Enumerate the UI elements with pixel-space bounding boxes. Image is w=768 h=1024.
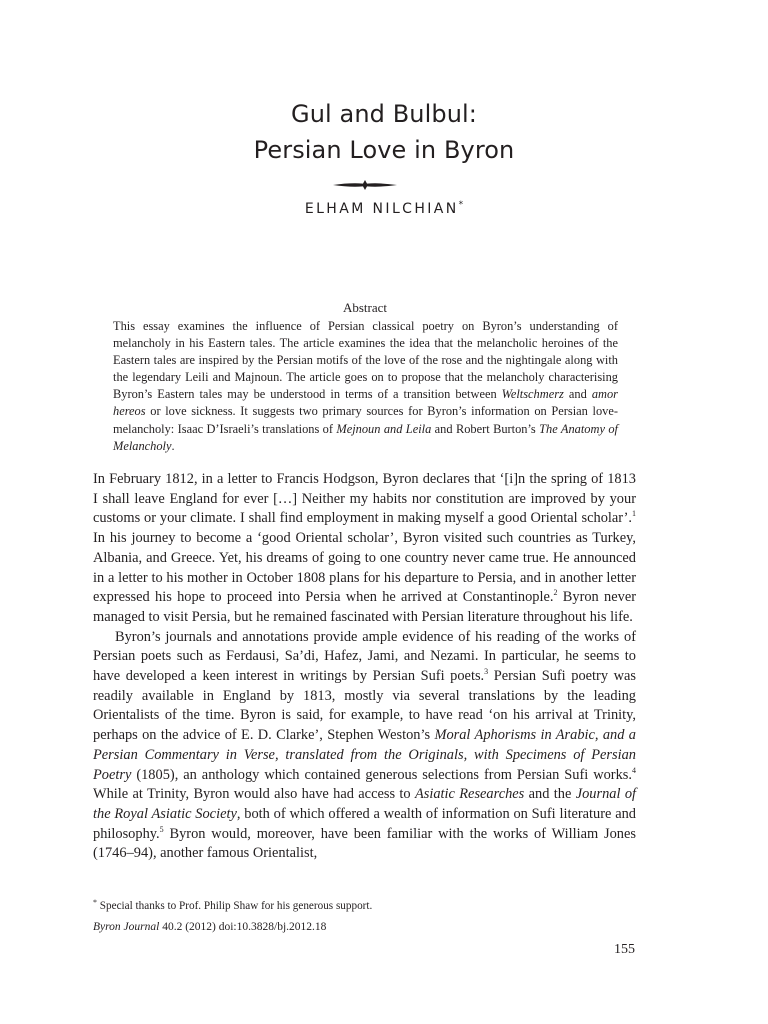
endnote-marker: 3	[484, 667, 489, 677]
abstract-text-part: or love sickness. It suggests two primary sources for Byron’s information on Persian love-melancholy: Isaac D’Israeli’s translations of	[113, 404, 618, 436]
journal-name: Byron Journal	[93, 921, 160, 933]
body-text: , both of which offered a wealth of information on Sufi literature and philosophy.	[93, 805, 636, 842]
journal-citation	[93, 920, 636, 934]
footnote-marker: *	[93, 898, 97, 907]
article-title-line-2: Persian Love in Byron	[253, 136, 515, 164]
body-text: Persian Sufi poetry was readily available in England by 1813, mostly via several translations by the leading Orientalists of the time. Byron is said, for example, to have read ‘on his arrival at Trinity, perhaps on the advice of E. D. Clarke’, Stephen Weston’s	[93, 668, 636, 744]
article-body	[93, 470, 636, 864]
body-paragraph-2	[93, 628, 636, 864]
abstract-italic-title: Mejnoun and Leila	[336, 421, 432, 436]
abstract-text-part: and Robert Burton’s	[431, 421, 540, 436]
title-footnote	[93, 896, 636, 913]
body-text: In February 1812, in a letter to Francis Hodgson, Byron declares that ‘[i]n the spring of 1813 I shall leave England for ever […] Neither my habits nor constitution are improved by your customs or your climate. I shall find employment in making myself a good Oriental scholar’.	[93, 471, 636, 527]
endnote-marker: 1	[632, 509, 636, 519]
body-text: and the	[524, 786, 576, 803]
body-text: Byron never managed to visit Persia, but he remained fascinated with Persian literature throughout his life.	[93, 589, 636, 625]
abstract-italic-term: amor hereos	[113, 387, 618, 419]
abstract-text-part: and	[563, 387, 592, 402]
endnote-marker: 2	[553, 588, 558, 598]
body-paragraph-1	[93, 470, 636, 628]
body-text: While at Trinity, Byron would also have had access to	[93, 786, 415, 803]
body-italic-title: Moral Aphorisms in Arabic, and a Persian Commentary in Verse, translated from the Originals, with Specimens of Persian Poetry	[93, 727, 636, 783]
author-footnote-marker: *	[458, 200, 464, 210]
abstract-text	[113, 318, 618, 455]
abstract-italic-term: Weltschmerz	[501, 387, 564, 402]
body-text: Byron would, moreover, have been familiar with the works of William Jones (1746–94), another famous Orientalist,	[93, 825, 636, 862]
body-italic-title: Journal of the Royal Asiatic Society	[93, 786, 637, 822]
article-title-line-1: Gul and Bulbul:	[291, 100, 477, 128]
endnote-marker: 5	[159, 824, 164, 834]
body-text: (1805), an anthology which contained generous selections from Persian Sufi works.	[131, 766, 632, 783]
abstract-heading: Abstract	[342, 300, 388, 315]
abstract-italic-title: The Anatomy of Melancholy	[113, 421, 618, 453]
body-text: In his journey to become a ‘good Oriental scholar’, Byron visited such countries as Turkey, Albania, and Greece. Yet, his dreams of going to one country never came true. He announced in a letter to his mother in October 1808 plans for his departure to Persia, and in another letter expressed his hope to proceed into Persia when he arrived at Constantinople.	[93, 530, 636, 606]
body-italic-title: Asiatic Researches	[414, 786, 525, 803]
abstract-text-part: .	[171, 438, 175, 453]
endnote-marker: 4	[632, 765, 636, 775]
body-text: Byron’s journals and annotations provide ample evidence of his reading of the works of Persian poets such as Ferdausi, Sa’di, Hafez, Jami, and Nezami. In particular, he seems to have developed a keen interest in writings by Persian Sufi poets.	[93, 628, 636, 685]
author-name: ELHAM NILCHIAN	[304, 201, 459, 217]
author-line	[0, 200, 768, 217]
page-number: 155	[614, 942, 635, 957]
footnote-text: Special thanks to Prof. Philip Shaw for his generous support.	[99, 900, 373, 912]
title-ornament-icon	[332, 178, 398, 192]
abstract-text-part: This essay examines the influence of Persian classical poetry on Byron’s understanding of melancholy in his Eastern tales. The article examines the idea that the melancholic heroines of the Eastern tales are inspired by the Persian motifs of the love of the rose and the nightingale along with the legendary Leili and Majnoun. The article goes on to propose that the melancholy characterising Byron’s Eastern tales may be understood in terms of a transition between	[113, 319, 618, 402]
journal-details: 40.2 (2012) doi:10.3828/bj.2012.18	[162, 921, 327, 933]
